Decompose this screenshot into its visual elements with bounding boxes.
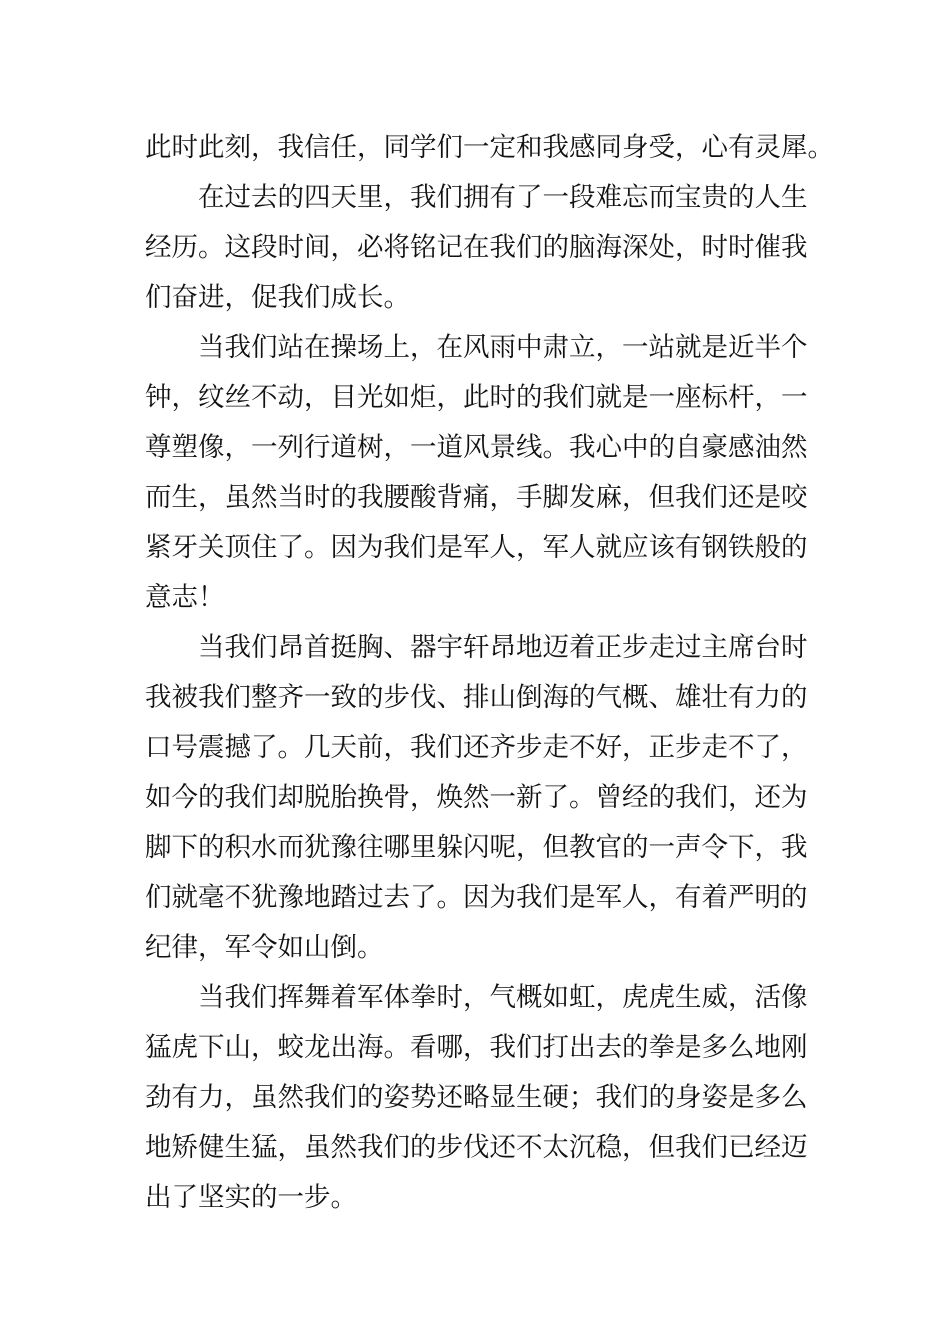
text-line: 意志！ [145, 582, 225, 613]
text-line: 此时此刻，我信任，同学们一定和我感同身受，心有灵犀。 [145, 132, 834, 163]
text-line: 当我们挥舞着军体拳时，气概如虹，虎虎生威，活像 [198, 982, 808, 1013]
text-line: 紧牙关顶住了。因为我们是军人，军人就应该有钢铁般的 [145, 532, 808, 563]
text-line: 地矫健生猛，虽然我们的步伐还不太沉稳，但我们已经迈 [145, 1132, 808, 1163]
text-line: 当我们站在操场上，在风雨中肃立，一站就是近半个 [198, 332, 808, 363]
text-line: 当我们昂首挺胸、器宇轩昂地迈着正步走过主席台时 [198, 632, 808, 663]
text-line: 猛虎下山，蛟龙出海。看哪，我们打出去的拳是多么地刚 [145, 1032, 808, 1063]
text-line: 脚下的积水而犹豫往哪里躲闪呢，但教官的一声令下，我 [145, 832, 808, 863]
text-line: 口号震撼了。几天前，我们还齐步走不好，正步走不了， [145, 732, 808, 763]
text-line: 们就毫不犹豫地踏过去了。因为我们是军人，有着严明的 [145, 882, 808, 913]
text-line: 们奋进，促我们成长。 [145, 282, 410, 313]
text-line: 而生，虽然当时的我腰酸背痛，手脚发麻，但我们还是咬 [145, 482, 808, 513]
text-line: 出了坚实的一步。 [145, 1182, 357, 1213]
text-line: 在过去的四天里，我们拥有了一段难忘而宝贵的人生 [198, 182, 808, 213]
text-line: 经历。这段时间，必将铭记在我们的脑海深处，时时催我 [145, 232, 808, 263]
text-line: 如今的我们却脱胎换骨，焕然一新了。曾经的我们，还为 [145, 782, 808, 813]
text-line: 我被我们整齐一致的步伐、排山倒海的气概、雄壮有力的 [145, 682, 808, 713]
text-line: 尊塑像，一列行道树，一道风景线。我心中的自豪感油然 [145, 432, 808, 463]
text-line: 钟，纹丝不动，目光如炬，此时的我们就是一座标杆，一 [145, 382, 808, 413]
text-line: 纪律，军令如山倒。 [145, 932, 384, 963]
text-line: 劲有力，虽然我们的姿势还略显生硬；我们的身姿是多么 [145, 1082, 808, 1113]
